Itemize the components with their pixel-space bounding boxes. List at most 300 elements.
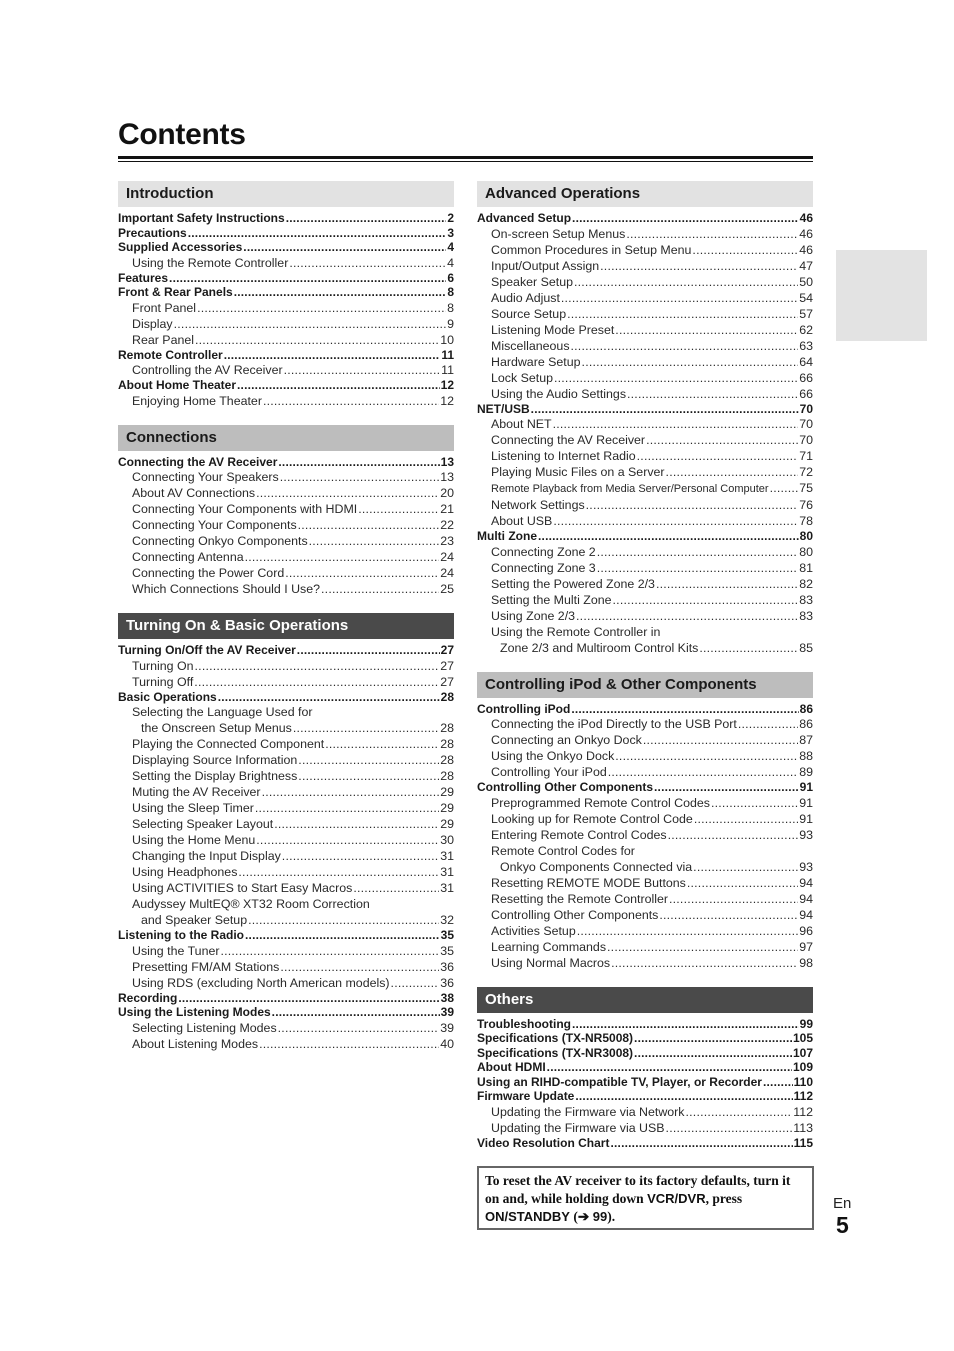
dot-leader	[711, 795, 798, 811]
toc-entry-page: 36	[440, 959, 454, 974]
toc-entry	[118, 211, 454, 226]
toc-entry	[477, 795, 813, 811]
toc-entry-label: Updating the Firmware via Network	[491, 1104, 685, 1119]
toc-entry	[118, 226, 454, 241]
toc-entry	[118, 720, 454, 736]
toc-entry-page: 89	[799, 765, 813, 779]
dot-leader	[561, 290, 798, 306]
toc-entry-label: Connecting the iPod Directly to the USB Port	[491, 717, 737, 731]
toc-entry-page: 94	[799, 891, 813, 906]
toc-entry	[477, 891, 813, 907]
toc-section	[477, 672, 813, 971]
dot-leader	[547, 1060, 792, 1075]
toc-entry	[477, 748, 813, 764]
toc-entry-page: 70	[799, 417, 813, 431]
toc-entry	[118, 690, 454, 705]
dot-leader	[626, 226, 798, 242]
dot-leader	[298, 517, 440, 533]
toc-entry-page: 70	[799, 401, 813, 416]
toc-entry	[477, 306, 813, 322]
reset-note	[477, 1166, 814, 1230]
toc-entry-label: Enjoying Home Theater	[132, 393, 262, 408]
toc-entry-label: Basic Operations	[118, 689, 217, 704]
dot-leader	[224, 348, 441, 363]
toc-entry-page: 54	[799, 290, 813, 305]
dot-leader	[293, 720, 439, 736]
toc-entry-page: 87	[799, 733, 813, 747]
toc-entry-label: Turning Off	[132, 674, 194, 689]
dot-leader	[188, 226, 447, 241]
toc-entry-label: Using ACTIVITIES to Start Easy Macros	[132, 881, 353, 895]
toc-entry	[477, 226, 813, 242]
toc-entry-label: Setting the Powered Zone 2/3	[491, 576, 655, 591]
toc-entry	[477, 258, 813, 274]
toc-entry-page: 80	[799, 544, 813, 559]
toc-entry-label: Using the Onkyo Dock	[491, 749, 615, 763]
page-number: 5	[836, 1212, 849, 1238]
toc-entry-page: 25	[440, 582, 454, 596]
toc-entry	[477, 1075, 813, 1090]
toc-entry-page: 13	[440, 454, 454, 469]
toc-entry-label: Remote Controller	[118, 347, 223, 362]
toc-entry-label: Using an RIHD-compatible TV, Player, or Recorder	[477, 1074, 762, 1089]
dot-leader	[608, 764, 798, 780]
toc-entry-label: Common Procedures in Setup Menu	[491, 242, 692, 257]
reset-note-text: To reset the AV receiver to its factory defaults, turn it on and, while holding down	[485, 1173, 791, 1206]
toc-entry	[118, 1005, 454, 1020]
toc-entry	[477, 354, 813, 370]
dot-leader	[197, 300, 446, 316]
dot-leader	[256, 485, 439, 501]
dot-leader	[298, 752, 439, 768]
toc-entry-page: 9	[447, 316, 454, 331]
toc-entry-label: Audio Adjust	[491, 290, 560, 305]
toc-entry	[118, 896, 454, 912]
toc-entry-page: 80	[799, 529, 813, 543]
dot-leader	[237, 378, 440, 393]
toc-entry-label: Connecting Zone 2	[491, 544, 596, 559]
section-heading: Others	[477, 987, 813, 1013]
toc-entry	[118, 943, 454, 959]
dot-leader	[284, 362, 441, 378]
toc-entry-page: 96	[799, 923, 813, 938]
toc-entry	[477, 480, 813, 497]
dot-leader	[600, 258, 798, 274]
reset-note-text: (	[569, 1209, 578, 1224]
dot-leader	[286, 211, 447, 226]
toc-entry-page: 91	[799, 780, 813, 794]
dot-leader	[278, 1020, 440, 1036]
dot-leader	[174, 316, 446, 332]
toc-entry-label: Zone 2/3 and Multiroom Control Kits	[500, 640, 699, 655]
toc-entry-label: Using the Audio Settings	[491, 386, 627, 401]
toc-entry-page: 22	[440, 518, 454, 532]
toc-entry-label: Controlling Other Components	[491, 907, 659, 922]
toc-entry	[118, 1020, 454, 1036]
toc-entry-label: Important Safety Instructions	[118, 211, 285, 225]
toc-entry-label: About HDMI	[477, 1060, 546, 1074]
toc-entry-page: 8	[447, 285, 454, 299]
toc-entry-label: Remote Control Codes for	[491, 843, 635, 858]
toc-entry	[118, 332, 454, 348]
toc-entry	[477, 827, 813, 843]
toc-entry-page: 27	[440, 658, 454, 673]
toc-entry-label: Activities Setup	[491, 923, 576, 938]
toc-entry-page: 28	[440, 769, 454, 783]
toc-entry-page: 71	[799, 449, 813, 463]
dot-leader	[567, 306, 798, 322]
toc-entry-label: Network Settings	[491, 498, 585, 512]
toc-entry-label: Muting the AV Receiver	[132, 785, 261, 799]
page-title: Contents	[118, 118, 246, 151]
toc-entry-label: Controlling iPod	[477, 701, 571, 716]
toc-entry	[118, 485, 454, 501]
dot-leader	[574, 274, 798, 290]
toc-entry-label: Rear Panel	[132, 332, 194, 347]
toc-entry	[477, 955, 813, 971]
toc-entry-label: Recording	[118, 990, 178, 1005]
toc-entry-label: Front Panel	[132, 300, 197, 315]
dot-leader	[693, 859, 798, 875]
toc-entry-label: Setting the Multi Zone	[491, 592, 612, 607]
chapter-tab-marker	[836, 250, 927, 341]
toc-entry-page: 31	[440, 881, 454, 895]
toc-entry	[118, 752, 454, 768]
dot-leader	[195, 658, 440, 674]
toc-entry-label: Connecting Your Components	[132, 518, 297, 532]
toc-entry-label: Connecting Your Components with HDMI	[132, 502, 358, 516]
section-heading: Connections	[118, 425, 454, 451]
toc-entry	[477, 242, 813, 258]
toc-entry-label: Entering Remote Control Codes	[491, 827, 667, 842]
toc-entry	[118, 255, 454, 271]
toc-entry	[118, 393, 454, 409]
toc-entry-page: 23	[440, 534, 454, 548]
dot-leader	[309, 533, 440, 549]
toc-entry	[477, 274, 813, 290]
dot-leader	[694, 811, 798, 827]
dot-leader	[358, 501, 439, 517]
toc-entry-page: 35	[440, 928, 454, 942]
reset-note-key-vcr-dvr: VCR/DVR	[647, 1191, 706, 1206]
toc-entry	[477, 923, 813, 939]
toc-entry-label: the Onscreen Setup Menus	[141, 721, 292, 735]
toc-entry-label: On-screen Setup Menus	[491, 226, 626, 241]
toc-entry	[477, 416, 813, 432]
dot-leader	[646, 432, 798, 448]
toc-entry	[118, 271, 454, 286]
toc-entry-label: Connecting an Onkyo Dock	[491, 733, 642, 747]
toc-entry-page: 12	[440, 393, 454, 408]
toc-entry-label: Resetting REMOTE MODE Buttons	[491, 875, 686, 890]
toc-entry-page: 36	[440, 975, 454, 990]
dot-leader	[699, 640, 798, 656]
toc-entry-label: Using Normal Macros	[491, 955, 611, 970]
toc-entry-label: Using the Remote Controller in	[491, 624, 661, 639]
dot-leader	[611, 955, 798, 971]
toc-entry	[118, 455, 454, 470]
toc-entry	[118, 285, 454, 300]
toc-entry-label: Front & Rear Panels	[118, 285, 233, 299]
toc-entry-page: 29	[440, 817, 454, 831]
dot-leader	[582, 354, 799, 370]
dot-leader	[255, 800, 439, 816]
dot-leader	[218, 690, 440, 705]
toc-entry-page: 50	[799, 274, 813, 289]
dot-leader	[656, 576, 798, 592]
toc-entry	[118, 565, 454, 581]
toc-entry	[118, 864, 454, 880]
toc-entry	[118, 704, 454, 720]
toc-entry-page: 83	[799, 592, 813, 607]
toc-entry-page: 29	[440, 801, 454, 815]
dot-leader	[576, 608, 798, 624]
toc-entry	[477, 1136, 813, 1151]
toc-entry-page: 98	[799, 955, 813, 970]
toc-entry	[118, 316, 454, 332]
toc-entry-page: 78	[799, 514, 813, 528]
toc-entry-page: 99	[799, 1016, 813, 1031]
dot-leader	[571, 338, 799, 354]
dot-leader	[256, 832, 439, 848]
toc-entry-page: 29	[440, 785, 454, 799]
toc-entry-page: 94	[799, 875, 813, 890]
toc-entry-page: 12	[440, 378, 454, 392]
toc-entry	[118, 501, 454, 517]
toc-entry	[477, 1046, 813, 1061]
toc-entry-page: 39	[440, 1020, 454, 1035]
language-label: En	[833, 1195, 852, 1212]
toc-entry	[477, 939, 813, 955]
toc-entry-page: 85	[799, 640, 813, 655]
toc-entry	[477, 1031, 813, 1046]
section-heading: Controlling iPod & Other Components	[477, 672, 813, 698]
toc-entry-label: About AV Connections	[132, 486, 256, 500]
dot-leader	[572, 1017, 799, 1032]
toc-entry-page: 94	[799, 907, 813, 922]
toc-entry-label: Controlling Other Components	[477, 780, 653, 794]
title-rule-thin	[118, 161, 813, 162]
dot-leader	[272, 1005, 440, 1020]
dot-leader	[282, 848, 439, 864]
toc-entry-label: Changing the Input Display	[132, 849, 281, 863]
toc-entry-label: Learning Commands	[491, 939, 607, 954]
dot-leader	[178, 991, 439, 1006]
dot-leader	[531, 402, 799, 417]
toc-entry-label: About Listening Modes	[132, 1036, 259, 1051]
dot-leader	[634, 1031, 792, 1046]
toc-entry-page: 8	[447, 300, 454, 315]
dot-leader	[245, 928, 440, 943]
toc-entry	[477, 592, 813, 608]
toc-entry-page: 75	[799, 481, 813, 495]
toc-entry-label: Using the Sleep Timer	[132, 801, 254, 815]
toc-entry-label: About Home Theater	[118, 378, 237, 392]
toc-entry-label: Lock Setup	[491, 370, 553, 385]
toc-entry-label: About USB	[491, 514, 553, 528]
toc-entry-label: Video Resolution Chart	[477, 1135, 610, 1150]
toc-entry	[118, 300, 454, 316]
toc-entry-page: 32	[440, 913, 454, 927]
dot-leader	[243, 240, 446, 255]
toc-entry-page: 113	[793, 1120, 813, 1135]
toc-entry-page: 72	[799, 465, 813, 479]
toc-entry-page: 11	[441, 363, 454, 377]
toc-entry	[118, 533, 454, 549]
toc-entry-label: Using Headphones	[132, 865, 238, 879]
toc-entry-page: 11	[441, 347, 454, 362]
toc-entry-page: 27	[440, 674, 454, 689]
dot-leader	[194, 674, 439, 690]
toc-entry-page: 64	[799, 354, 813, 369]
toc-entry-label: Using the Remote Controller	[132, 255, 289, 270]
reset-note-key-on-standby: ON/STANDBY	[485, 1209, 570, 1224]
toc-entry-label: Remote Playback from Media Server/Personal Computer	[491, 483, 769, 495]
toc-entry	[477, 716, 813, 732]
dot-leader	[274, 816, 439, 832]
dot-leader	[572, 211, 799, 226]
toc-entry-page: 10	[440, 332, 454, 347]
toc-entry-label: Connecting Antenna	[132, 550, 244, 564]
dot-leader	[289, 255, 446, 271]
toc-entry	[477, 764, 813, 780]
toc-entry-page: 21	[440, 502, 454, 516]
toc-entry-page: 107	[792, 1045, 813, 1060]
toc-entry-page: 112	[793, 1089, 813, 1103]
toc-entry-page: 82	[799, 576, 813, 591]
dot-leader	[280, 959, 439, 975]
toc-entry-page: 4	[447, 255, 454, 270]
dot-leader	[245, 549, 440, 565]
toc-entry-label: Turning On/Off the AV Receiver	[118, 643, 296, 657]
toc-entry	[477, 907, 813, 923]
section-heading: Introduction	[118, 181, 454, 207]
toc-entry-page: 115	[793, 1135, 813, 1150]
toc-entry-label: Selecting Speaker Layout	[132, 817, 274, 831]
toc-entry-label: NET/USB	[477, 401, 530, 416]
dot-leader	[554, 370, 798, 386]
toc-entry-label: Displaying Source Information	[132, 753, 298, 767]
toc-entry-label: Using the Tuner	[132, 943, 220, 958]
toc-entry-page: 47	[799, 258, 813, 273]
toc-entry-page: 27	[440, 643, 454, 657]
toc-entry	[477, 859, 813, 875]
toc-entry	[118, 991, 454, 1006]
toc-entry	[477, 608, 813, 624]
toc-entry-page: 93	[799, 859, 813, 874]
reset-note-page-ref: 99	[589, 1209, 608, 1224]
dot-leader	[686, 1104, 793, 1120]
toc-entry	[477, 624, 813, 640]
toc-entry-label: Precautions	[118, 225, 187, 240]
toc-entry-label: Which Connections Should I Use?	[132, 582, 321, 596]
dot-leader	[610, 1136, 792, 1151]
toc-entry-label: Preprogrammed Remote Control Codes	[491, 795, 710, 810]
toc-entry	[118, 816, 454, 832]
toc-entry-label: Using RDS (excluding North American models)	[132, 975, 390, 990]
dot-leader	[668, 827, 799, 843]
toc-entry	[118, 928, 454, 943]
toc-entry	[118, 658, 454, 674]
section-heading: Turning On & Basic Operations	[118, 613, 454, 639]
toc-entry	[477, 702, 813, 717]
dot-leader	[627, 386, 798, 402]
toc-entry-page: 66	[799, 386, 813, 401]
toc-entry-page: 40	[440, 1036, 454, 1051]
toc-entry-page: 62	[799, 322, 813, 337]
toc-entry-page: 2	[447, 211, 454, 225]
reset-note-text: , press	[705, 1191, 743, 1206]
toc-entry	[118, 549, 454, 565]
toc-entry-label: Listening to Internet Radio	[491, 449, 636, 463]
dot-leader	[391, 975, 440, 991]
dot-leader	[220, 943, 439, 959]
toc-entry-page: 28	[440, 689, 454, 704]
toc-entry	[118, 1036, 454, 1052]
toc-entry-page: 86	[799, 701, 813, 716]
dot-leader	[597, 560, 798, 576]
toc-entry-label: Supplied Accessories	[118, 240, 243, 254]
toc-entry	[477, 544, 813, 560]
toc-entry-label: Miscellaneous	[491, 338, 570, 353]
toc-entry	[477, 211, 813, 226]
dot-leader	[615, 748, 798, 764]
toc-entry-page: 46	[799, 226, 813, 241]
toc-entry	[477, 875, 813, 891]
dot-leader	[634, 1046, 792, 1061]
toc-entry-label: Advanced Setup	[477, 211, 572, 225]
toc-entry	[477, 290, 813, 306]
dot-leader	[659, 907, 798, 923]
toc-entry	[477, 560, 813, 576]
dot-leader	[575, 1089, 792, 1104]
toc-entry	[118, 832, 454, 848]
toc-entry-label: Controlling the AV Receiver	[132, 363, 283, 377]
dot-leader	[538, 529, 799, 544]
dot-leader	[278, 455, 439, 470]
toc-entry-label: Troubleshooting	[477, 1016, 571, 1031]
toc-entry	[477, 338, 813, 354]
toc-entry	[118, 362, 454, 378]
dot-leader	[738, 716, 798, 732]
toc-entry	[477, 1120, 813, 1136]
toc-entry	[118, 469, 454, 485]
toc-entry-label: Multi Zone	[477, 529, 537, 543]
toc-entry-page: 38	[440, 990, 454, 1005]
toc-entry-label: Selecting the Language Used for	[132, 705, 313, 719]
toc-entry	[477, 640, 813, 656]
dot-leader	[692, 242, 798, 258]
toc-entry-page: 24	[440, 550, 454, 564]
dot-leader	[238, 864, 439, 880]
toc-entry	[477, 386, 813, 402]
toc-entry-page: 28	[440, 721, 454, 735]
dot-leader	[571, 702, 798, 717]
toc-entry	[477, 513, 813, 529]
toc-entry	[477, 780, 813, 795]
toc-entry	[477, 322, 813, 338]
dot-leader	[325, 736, 439, 752]
toc-section	[118, 613, 454, 1052]
toc-entry-label: Presetting FM/AM Stations	[132, 959, 280, 974]
toc-entry-label: Source Setup	[491, 306, 567, 321]
dot-leader	[262, 784, 440, 800]
toc-entry	[118, 768, 454, 784]
toc-entry-page: 91	[799, 811, 813, 826]
toc-entry	[477, 843, 813, 859]
toc-entry	[118, 517, 454, 533]
toc-entry	[118, 975, 454, 991]
